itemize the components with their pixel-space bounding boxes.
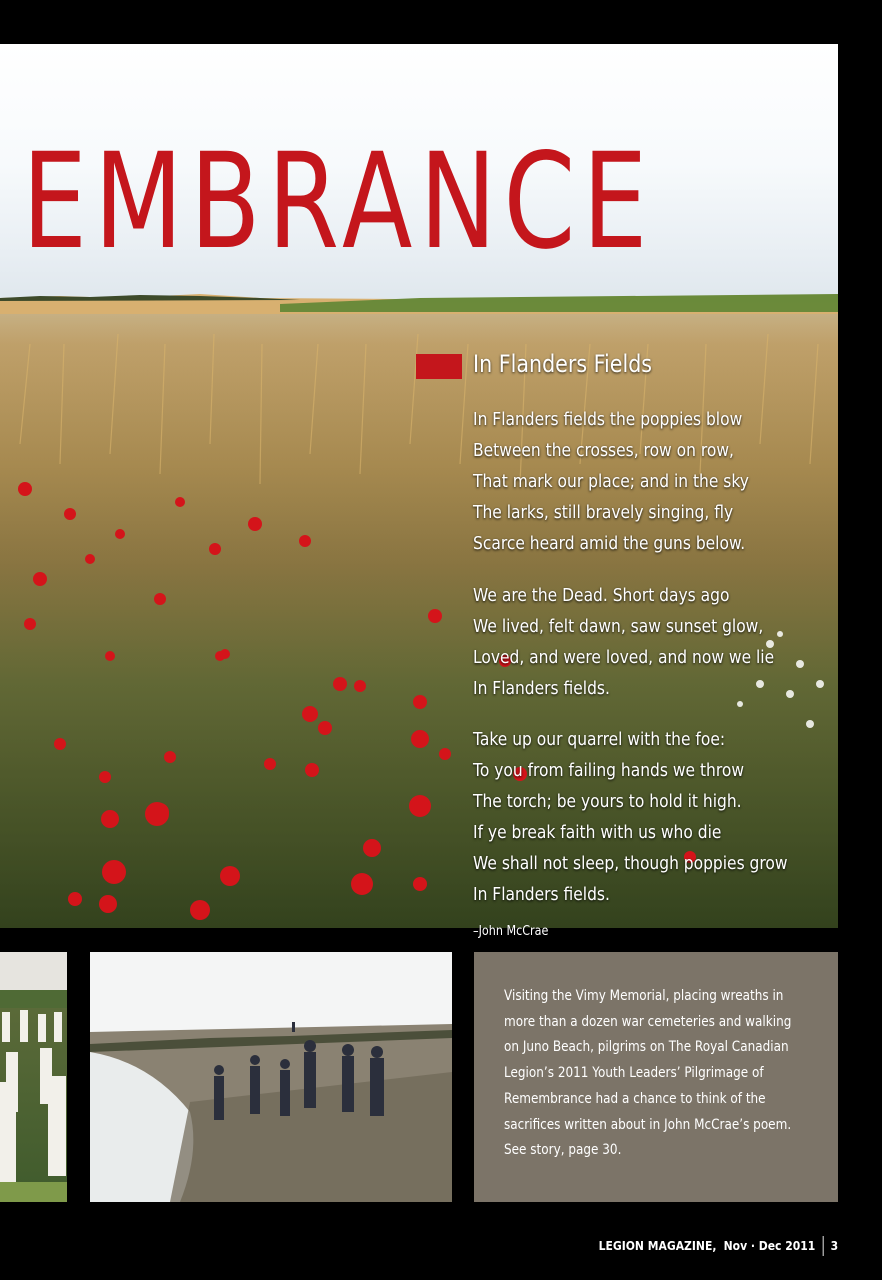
caption-line: on Juno Beach, pilgrims on The Royal Canadian xyxy=(504,1039,789,1056)
photo-caption-box xyxy=(474,952,838,1202)
photo-caption xyxy=(504,984,792,1164)
publication-name: LEGION MAGAZINE, xyxy=(598,1239,717,1253)
issue-date: Nov · Dec 2011 xyxy=(723,1239,816,1253)
footer-divider xyxy=(822,1236,823,1256)
poem-line: We are the Dead. Short days ago xyxy=(473,585,730,606)
poem-line: Scarce heard amid the guns below. xyxy=(473,533,746,554)
poem-line: In Flanders fields. xyxy=(473,678,610,699)
caption-line: more than a dozen war cemeteries and walking xyxy=(504,1013,792,1030)
page-number: 3 xyxy=(830,1239,838,1253)
poem-line: In Flanders fields. xyxy=(473,884,610,905)
caption-line: See story, page 30. xyxy=(504,1142,622,1159)
cemetery-photo xyxy=(0,952,67,1202)
title-marker xyxy=(416,354,462,379)
poem-line: Loved, and were loved, and now we lie xyxy=(473,647,775,668)
beach-pilgrims-scene xyxy=(90,952,452,1202)
poem-line: That mark our place; and in the sky xyxy=(473,471,749,492)
caption-line: sacrifices written about in John McCrae’s poem. xyxy=(504,1116,792,1133)
poem-line: If ye break faith with us who die xyxy=(473,822,722,843)
poem-author: –John McCrae xyxy=(473,924,549,939)
hero-photo xyxy=(0,44,838,939)
poem-line: Between the crosses, row on row, xyxy=(473,440,734,461)
poem-title: In Flanders Fields xyxy=(473,350,653,378)
poem-line: The larks, still bravely singing, fly xyxy=(473,502,734,523)
poem-line: We lived, felt dawn, saw sunset glow, xyxy=(473,616,764,637)
poem-stanza-1 xyxy=(473,404,749,559)
poem-stanza-3 xyxy=(473,724,788,910)
beach-photo xyxy=(90,952,452,1202)
poem-line: Take up our quarrel with the foe: xyxy=(473,729,726,750)
poem-line: The torch; be yours to hold it high. xyxy=(473,791,742,812)
poem-stanza-2 xyxy=(473,580,774,704)
poem-line: In Flanders fields the poppies blow xyxy=(473,409,743,430)
poem-line: To you from failing hands we throw xyxy=(473,760,744,781)
caption-line: Remembrance had a chance to think of the xyxy=(504,1090,766,1107)
page-footer xyxy=(599,1236,838,1256)
page-title: EMBRANCE xyxy=(22,125,655,279)
poem-line: We shall not sleep, though poppies grow xyxy=(473,853,788,874)
caption-line: Visiting the Vimy Memorial, placing wreaths in xyxy=(504,988,784,1004)
caption-line: Legion’s 2011 Youth Leaders’ Pilgrimage of xyxy=(504,1065,764,1082)
cemetery-headstones xyxy=(0,952,67,1202)
